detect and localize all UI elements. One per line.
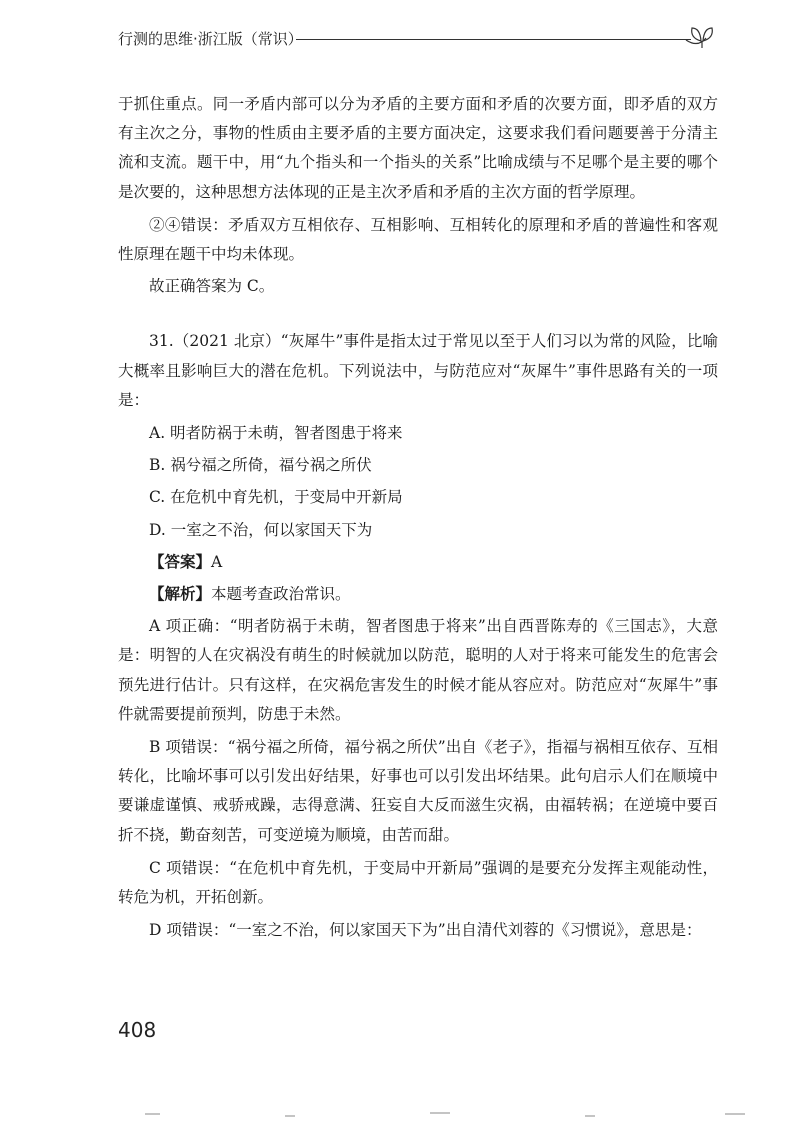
running-header bbox=[118, 22, 718, 52]
book-title: 行测的思维·浙江版（常识） bbox=[118, 30, 303, 48]
answer-value: A bbox=[211, 552, 223, 571]
question-stem: 31.（2021 北京）“灰犀牛”事件是指太过于常见以至于人们习以为常的风险，比喻大概率且影响巨大的潜在危机。下列说法中，与防范应对“灰犀牛”事件思路有关的一项是： bbox=[118, 332, 718, 409]
answer-label: 【答案】 bbox=[149, 552, 212, 571]
option-c: C. 在危机中育先机，于变局中开新局 bbox=[149, 488, 403, 507]
analysis-a: A 项正确：“明者防祸于未萌，智者图患于将来”出自西晋陈寿的《三国志》，大意是：明智的人在灾祸没有萌生的时候就加以防范，聪明的人对于将来可能发生的危害会预先进行估计。只有这样，在灾祸危害发生的时候才能从容应对。防范应对“灰犀牛”事件就需要提前预判，防患于未然。 bbox=[118, 617, 718, 723]
page-number: 408 bbox=[118, 1018, 157, 1042]
continuation-paragraph: 于抓住重点。同一矛盾内部可以分为矛盾的主要方面和矛盾的次要方面，即矛盾的双方有主次之分，事物的性质由主要矛盾的主要方面决定，这要求我们看问题要善于分清主流和支流。题干中，用“九个指头和一个指头的关系”比喻成绩与不足哪个是主要的哪个是次要的，这种思想方法体现的正是主次矛盾和矛盾的主次方面的哲学原理。 bbox=[118, 95, 718, 201]
scan-noise-marks bbox=[0, 1100, 800, 1130]
option-b: B. 祸兮福之所倚，福兮祸之所伏 bbox=[149, 456, 372, 475]
analysis-line bbox=[118, 580, 718, 609]
option-a: A. 明者防祸于未萌，智者图患于将来 bbox=[149, 424, 403, 443]
sprout-icon bbox=[684, 22, 718, 50]
section-gap bbox=[118, 305, 718, 327]
conclusion-line: 故正确答案为 C。 bbox=[149, 277, 275, 296]
analysis-c: C 项错误：“在危机中育先机，于变局中开新局”强调的是要充分发挥主观能动性，转危为机，开拓创新。 bbox=[118, 858, 718, 907]
analysis-b: B 项错误：“祸兮福之所倚，福兮祸之所伏”出自《老子》，指福与祸相互依存、互相转化，比喻坏事可以引发出好结果，好事也可以引发出坏结果。此句启示人们在顺境中要谦虚谨慎、戒骄戒躁，志得意满、狂妄自大反而滋生灾祸，由福转祸；在逆境中要百折不挠，勤奋刻苦，可变逆境为顺境，由苦而甜。 bbox=[118, 738, 718, 844]
analysis-d: D 项错误：“一室之不治，何以家国天下为”出自清代刘蓉的《习惯说》，意思是： bbox=[149, 921, 702, 940]
analysis-label: 【解析】 bbox=[149, 585, 212, 604]
header-rule bbox=[296, 39, 691, 40]
wrong-options-note: ②④错误：矛盾双方互相依存、互相影响、互相转化的原理和矛盾的普遍性和客观性原理在题干中均未体现。 bbox=[118, 215, 718, 264]
analysis-intro: 本题考查政治常识。 bbox=[211, 585, 351, 604]
page-body bbox=[118, 90, 718, 949]
answer-line bbox=[118, 548, 718, 577]
option-d: D. 一室之不治，何以家国天下为 bbox=[149, 520, 373, 539]
